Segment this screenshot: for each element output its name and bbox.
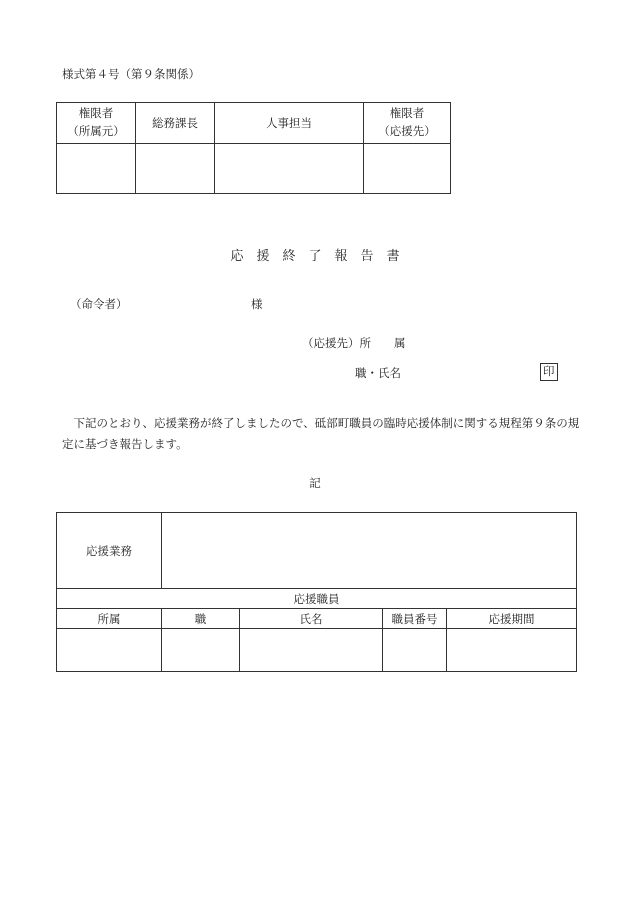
value-position[interactable] bbox=[162, 629, 240, 672]
seal-mark: 印 bbox=[540, 363, 558, 381]
header-authority-destination-line1: 権限者 bbox=[389, 106, 425, 121]
support-task-label: 応援業務 bbox=[57, 513, 162, 589]
header-personnel-staff-label: 人事担当 bbox=[266, 116, 312, 130]
header-personnel-staff bbox=[215, 103, 364, 144]
body-text-line2: 定に基づき報告します。 bbox=[62, 437, 188, 451]
value-affiliation[interactable] bbox=[57, 629, 162, 672]
addressee-label: （命令者） bbox=[70, 297, 128, 311]
stamp-cell-personnel-staff[interactable] bbox=[215, 144, 364, 194]
approval-stamp-table bbox=[56, 102, 451, 194]
column-affiliation: 所属 bbox=[57, 609, 162, 629]
header-authority-destination bbox=[364, 103, 451, 144]
addressee-suffix: 様 bbox=[251, 297, 263, 311]
ki-heading: 記 bbox=[309, 476, 321, 490]
sender-name-label: 職・氏名 bbox=[355, 366, 401, 380]
stamp-cell-authority-origin[interactable] bbox=[57, 144, 136, 194]
column-support-period: 応援期間 bbox=[447, 609, 577, 629]
column-name: 氏名 bbox=[240, 609, 383, 629]
value-name[interactable] bbox=[240, 629, 383, 672]
sender-affiliation-label: （応援先）所 属 bbox=[302, 336, 406, 350]
header-authority-origin bbox=[57, 103, 136, 144]
form-number: 様式第４号（第９条関係） bbox=[62, 67, 200, 81]
document-title: 応 援 終 了 報 告 書 bbox=[230, 249, 400, 264]
column-position: 職 bbox=[162, 609, 240, 629]
header-authority-destination-line2: （応援先） bbox=[378, 124, 436, 138]
value-staff-number[interactable] bbox=[383, 629, 447, 672]
header-general-affairs-manager bbox=[136, 103, 215, 144]
support-detail-table bbox=[56, 512, 577, 672]
support-staff-header: 応援職員 bbox=[57, 589, 577, 609]
stamp-cell-general-affairs-manager[interactable] bbox=[136, 144, 215, 194]
stamp-cell-authority-destination[interactable] bbox=[364, 144, 451, 194]
header-general-affairs-manager-label: 総務課長 bbox=[152, 116, 198, 130]
value-support-period[interactable] bbox=[447, 629, 577, 672]
header-authority-origin-line2: （所属元） bbox=[67, 124, 125, 138]
column-staff-number: 職員番号 bbox=[383, 609, 447, 629]
header-authority-origin-line1: 権限者 bbox=[78, 106, 114, 121]
support-task-value[interactable] bbox=[162, 513, 577, 589]
body-text-line1: 下記のとおり、応援業務が終了しましたので、砥部町職員の臨時応援体制に関する規程第９条の規 bbox=[62, 416, 580, 430]
